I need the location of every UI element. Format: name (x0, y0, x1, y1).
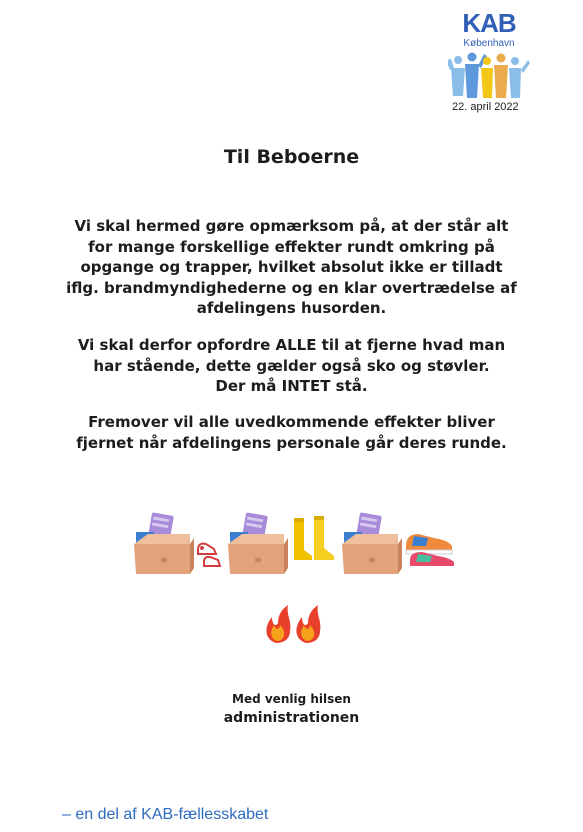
paragraph-2-line: har stående, dette gælder også sko og støvler. (93, 356, 490, 375)
paragraph-1-line: Vi skal hermed gøre opmærksom på, at der står alt (74, 217, 509, 235)
paragraph-3-line: fjernet når afdelingens personale går deres runde. (76, 433, 507, 452)
paragraph-1-line: iflg. brandmyndighederne og en klar overtrædelse af (66, 278, 517, 297)
moving-box-icon (134, 512, 194, 574)
logo-text: KAB (462, 8, 516, 38)
fire-icon (262, 603, 322, 643)
paragraph-3-line: Fremover vil alle uvedkommende effekter bliver (88, 413, 495, 431)
paragraph-1-line: afdelingens husorden. (196, 299, 387, 317)
paragraph-2-line: Der må INTET stå. (215, 377, 368, 395)
rain-boots-icon (294, 516, 334, 560)
paragraph-3 (30, 412, 553, 453)
paragraph-1 (30, 216, 553, 319)
letter-title: Til Beboerne (223, 146, 360, 168)
logo-subtext: København (463, 38, 515, 49)
closing-greeting: Med venlig hilsen (232, 692, 351, 706)
moving-box-icon (342, 512, 402, 574)
people-silhouettes-icon (448, 48, 530, 100)
sneaker-icon (406, 534, 454, 566)
footer-tagline: – en del af KAB-fællesskabet (62, 806, 269, 823)
clutter-illustration (130, 512, 460, 580)
sneaker-icon (198, 544, 220, 566)
moving-box-icon (228, 512, 288, 574)
paragraph-2 (30, 335, 553, 397)
paragraph-2-line: Vi skal derfor opfordre ALLE til at fjerne hvad man (77, 336, 506, 354)
paragraph-1-line: for mange forskellige effekter rundt omkring på (88, 237, 495, 256)
letter-date: 22. april 2022 (452, 101, 519, 113)
kab-logo (448, 8, 530, 100)
paragraph-1-line: opgange og trapper, hvilket absolut ikke er tilladt (80, 258, 503, 276)
closing-signature: administrationen (223, 710, 360, 726)
